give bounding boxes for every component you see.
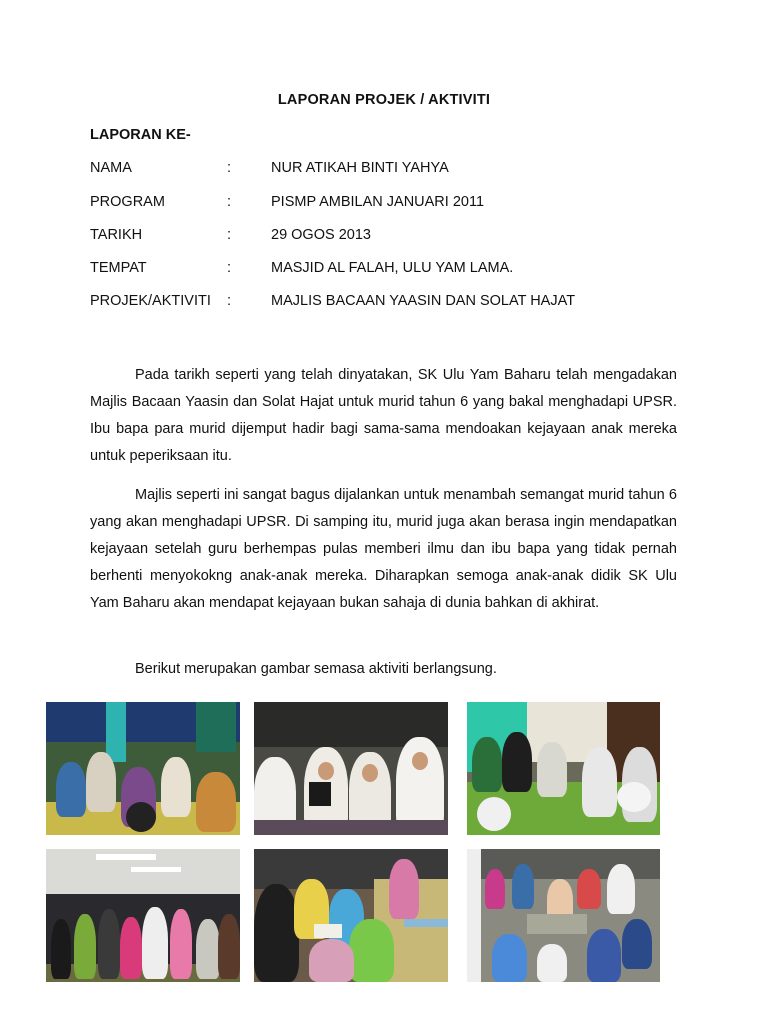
report-number-label: LAPORAN KE- xyxy=(90,127,191,143)
info-colon: : xyxy=(227,293,232,309)
page-title: LAPORAN PROJEK / AKTIVITI xyxy=(277,92,491,108)
photo-students-reading-yaasin xyxy=(46,702,240,835)
info-value: MAJLIS BACAAN YAASIN DAN SOLAT HAJAT xyxy=(271,293,576,309)
info-colon: : xyxy=(227,194,232,210)
photo-children-eating xyxy=(467,849,660,982)
info-colon: : xyxy=(227,227,232,243)
info-label: PROJEK/AKTIVITI xyxy=(90,293,211,309)
paragraph-3: Berikut merupakan gambar semasa aktiviti berlangsung. xyxy=(135,661,497,677)
photo-mothers-gathering xyxy=(254,849,448,982)
info-value: PISMP AMBILAN JANUARI 2011 xyxy=(271,194,485,210)
photo-men-reciting xyxy=(467,702,660,835)
info-label: NAMA xyxy=(90,160,132,176)
info-colon: : xyxy=(227,260,232,276)
paragraph-1: Pada tarikh seperti yang telah dinyatakan, SK Ulu Yam Baharu telah mengadakan Majlis Bacaan Yaasin dan Solat Hajat untuk murid tahun 6 yang bakal menghadapi UPSR. Ibu bapa para murid dijemput hadir bagi sama-sama mendoakan kejayaan anak mereka untuk peperiksaan itu. xyxy=(90,367,677,464)
info-label: TEMPAT xyxy=(90,260,147,276)
info-value: NUR ATIKAH BINTI YAHYA xyxy=(271,160,449,176)
info-label: TARIKH xyxy=(90,227,143,243)
info-value: MASJID AL FALAH, ULU YAM LAMA. xyxy=(271,260,514,276)
info-colon: : xyxy=(227,160,232,176)
paragraph-2: Majlis seperti ini sangat bagus dijalankan untuk menambah semangat murid tahun 6 yang akan menghadapi UPSR. Di samping itu, murid juga akan berasa ingin mendapatkan kejayaan setelah guru berhempas pulas memberi ilmu dan ibu bapa yang tidak pernah berhenti menyokokng anak-anak mereka. Diharapkan semoga anak-anak didik SK Ulu Yam Baharu akan mendapat kejayaan bukan sahaja di dunia bahkan di akhirat. xyxy=(90,487,677,611)
photo-women-in-telekung xyxy=(254,702,448,835)
info-label: PROGRAM xyxy=(90,194,165,210)
info-value: 29 OGOS 2013 xyxy=(271,227,371,243)
photo-parents-queue xyxy=(46,849,240,982)
